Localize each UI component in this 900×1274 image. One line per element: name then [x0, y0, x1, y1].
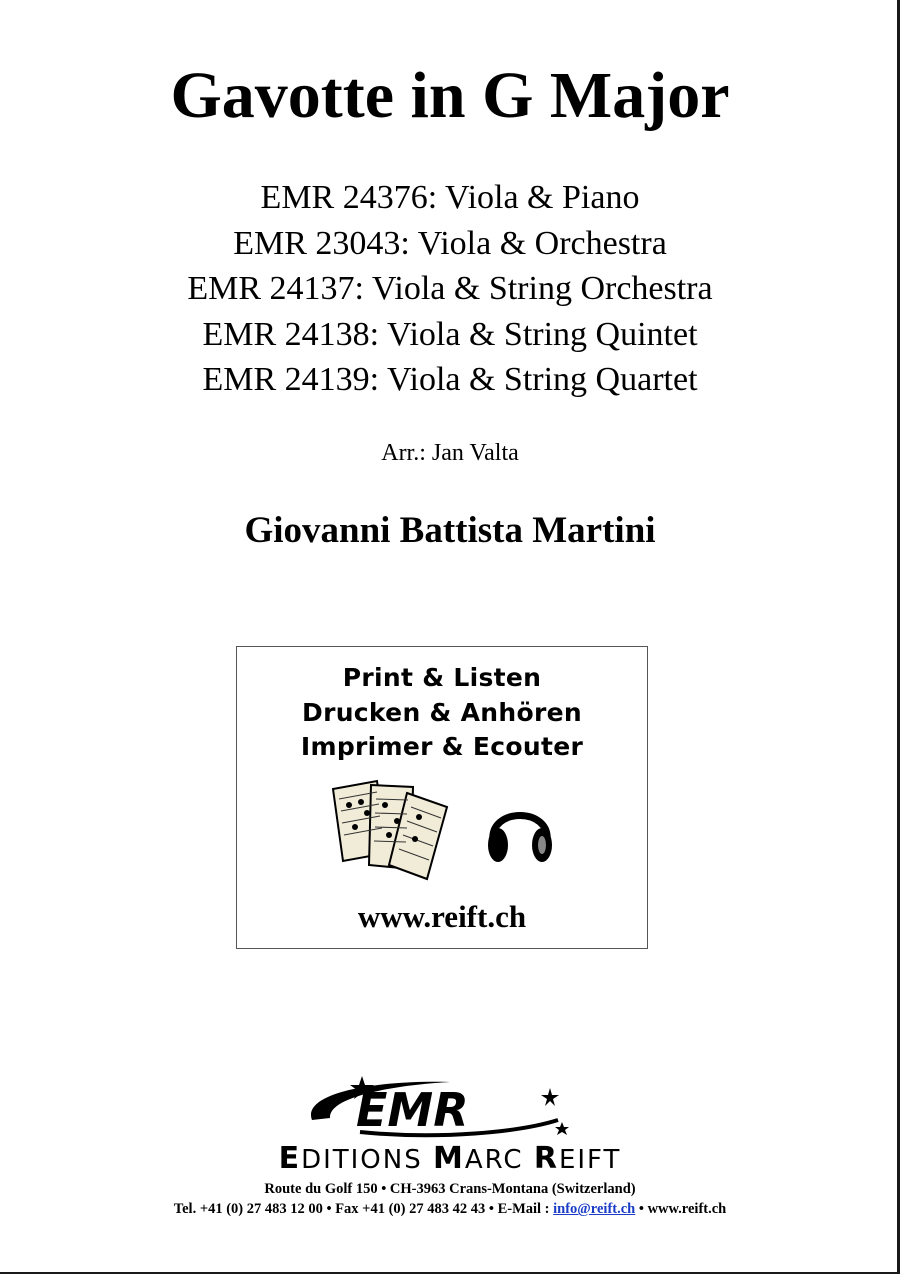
promo-website-link[interactable]: www.reift.ch	[357, 899, 527, 934]
edition-item: EMR 24137: Viola & String Orchestra	[187, 270, 713, 307]
arranger-credit: Arr.: Jan Valta	[381, 440, 519, 466]
edition-list	[0, 175, 900, 403]
sheet-music-icon	[327, 777, 455, 881]
emr-logo	[300, 1074, 580, 1142]
promo-line: Imprimer & Ecouter	[300, 732, 584, 761]
publisher-name-part: M	[432, 1141, 465, 1176]
headphones-icon	[485, 793, 555, 869]
publisher-contact	[0, 1200, 900, 1219]
publisher-name-part: EIFT	[558, 1145, 622, 1175]
separator: •	[638, 1201, 644, 1217]
email-link[interactable]: info@reift.ch	[553, 1201, 636, 1217]
emr-logo-text: EMR	[356, 1083, 469, 1137]
fax: Fax +41 (0) 27 483 42 43	[335, 1201, 486, 1217]
publisher-name-part: ARC	[464, 1145, 534, 1175]
composer-name: Giovanni Battista Martini	[244, 510, 656, 551]
separator: •	[488, 1201, 494, 1217]
edition-item: EMR 24139: Viola & String Quartet	[202, 361, 698, 398]
email-label: E-Mail :	[497, 1201, 550, 1217]
edition-item: EMR 24376: Viola & Piano	[260, 179, 640, 216]
edition-item: EMR 24138: Viola & String Quintet	[202, 315, 698, 353]
separator: •	[326, 1201, 332, 1217]
print-listen-box[interactable]	[236, 646, 648, 949]
website-link[interactable]: www.reift.ch	[647, 1201, 727, 1217]
promo-line: Drucken & Anhören	[302, 697, 582, 727]
publisher-name	[0, 1141, 900, 1176]
page-title: Gavotte in G Major	[170, 59, 730, 132]
promo-line: Print & Listen	[342, 663, 542, 692]
edition-item: EMR 23043: Viola & Orchestra	[233, 224, 667, 262]
publisher-name-part: E	[278, 1141, 302, 1176]
publisher-name-part: R	[533, 1141, 559, 1176]
publisher-name-part: DITIONS	[301, 1145, 433, 1175]
telephone: Tel. +41 (0) 27 483 12 00	[173, 1201, 323, 1217]
publisher-address: Route du Golf 150 • CH-3963 Crans-Montana (Switzerland)	[264, 1181, 636, 1197]
promo-lines	[237, 661, 647, 765]
